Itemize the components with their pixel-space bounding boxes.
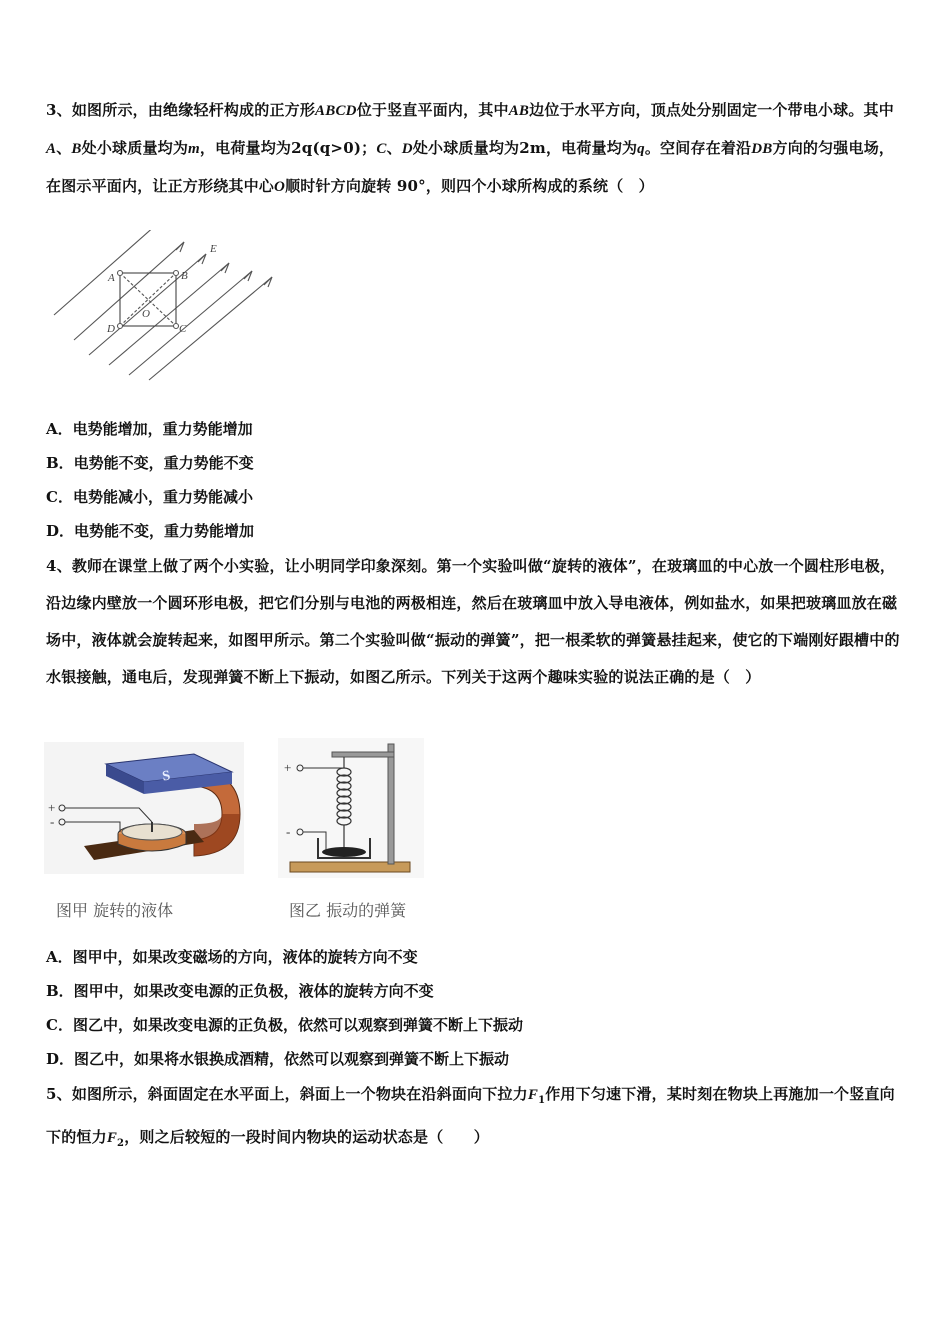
field-arrow bbox=[244, 271, 252, 281]
mercury bbox=[322, 847, 366, 857]
q4-option-c: C．图乙中，如果改变电源的正负极，依然可以观察到弹簧不断上下振动 bbox=[46, 1016, 523, 1034]
field-line bbox=[129, 271, 252, 375]
stand-pole bbox=[388, 744, 394, 864]
figure-jia-caption: 图甲 旋转的液体 bbox=[56, 901, 174, 920]
magnet-label-s: S bbox=[161, 768, 172, 785]
q3-option-b: B．电势能不变，重力势能不变 bbox=[46, 454, 254, 472]
q4-option-a: A．图甲中，如果改变磁场的方向，液体的旋转方向不变 bbox=[46, 948, 418, 966]
ball-d bbox=[118, 324, 123, 329]
label-b: B bbox=[181, 270, 188, 282]
field-arrow bbox=[176, 242, 184, 252]
ball-b bbox=[174, 271, 179, 276]
field-line bbox=[74, 242, 184, 340]
minus-sign: - bbox=[50, 814, 55, 829]
field-arrow bbox=[198, 254, 206, 264]
q4-option-b: B．图甲中，如果改变电源的正负极，液体的旋转方向不变 bbox=[46, 982, 434, 1000]
ball-a bbox=[118, 271, 123, 276]
question-5-text: 5、如图所示，斜面固定在水平面上，斜面上一个物块在沿斜面向下拉力$F_1$作用下匀速下滑，某时刻在物块上再施加一个竖直向下的恒力$F_2$，则之后较短的一段时间内物块的运动状态是（ ） bbox=[46, 1085, 895, 1149]
stand-arm bbox=[332, 752, 394, 757]
question-3-text: 3、如图所示，由绝缘轻杆构成的正方形ABCD位于竖直平面内，其中AB边位于水平方向，顶点处分别固定一个带电小球。其中A、B处小球质量均为m，电荷量均为2q(q>0)；C、D处小球质量均为2m，电荷量均为q。空间存在着沿DB方向的匀强电场，在图示平面内，让正方形绕其中心O顺时针方向旋转 90°，则四个小球所构成的系统（ ） bbox=[46, 101, 895, 195]
q3-option-d: D．电势能不变，重力势能增加 bbox=[46, 522, 255, 540]
minus-sign: - bbox=[286, 824, 291, 839]
electric-field-square-figure bbox=[44, 230, 274, 390]
label-e: E bbox=[210, 243, 217, 255]
q4-option-d: D．图乙中，如果将水银换成酒精，依然可以观察到弹簧不断上下振动 bbox=[46, 1050, 510, 1068]
label-d: D bbox=[107, 323, 115, 335]
q3-option-c: C．电势能减小，重力势能减小 bbox=[46, 488, 253, 506]
field-line bbox=[149, 277, 272, 380]
field-line bbox=[109, 263, 229, 365]
question-4-text: 4、教师在课堂上做了两个小实验，让小明同学印象深刻。第一个实验叫做“旋转的液体”，在玻璃皿的中心放一个圆柱形电极，沿边缘内壁放一个圆环形电极，把它们分别与电池的两极相连，然后在玻璃皿中放入导电液体，例如盐水，如果把玻璃皿放在磁场中，液体就会旋转起来，如图甲所示。第二个实验叫做“振动的弹簧”，把一根柔软的弹簧悬挂起来，使它的下端刚好跟槽中的水银接触，通电后，发现弹簧不断上下振动，如图乙所示。下列关于这两个趣味实验的说法正确的是（ ） bbox=[46, 557, 900, 686]
plus-sign: + bbox=[48, 800, 56, 815]
vibrating-spring-figure bbox=[278, 738, 424, 878]
q3-option-a: A．电势能增加，重力势能增加 bbox=[46, 420, 253, 438]
label-c: C bbox=[179, 323, 187, 335]
ball-c bbox=[174, 324, 179, 329]
figure-yi-caption: 图乙 振动的弹簧 bbox=[289, 901, 407, 920]
label-o: O bbox=[142, 308, 150, 320]
plus-sign: + bbox=[284, 760, 292, 775]
rotating-liquid-figure bbox=[44, 742, 244, 874]
field-arrow bbox=[221, 263, 229, 273]
label-a: A bbox=[108, 272, 115, 284]
